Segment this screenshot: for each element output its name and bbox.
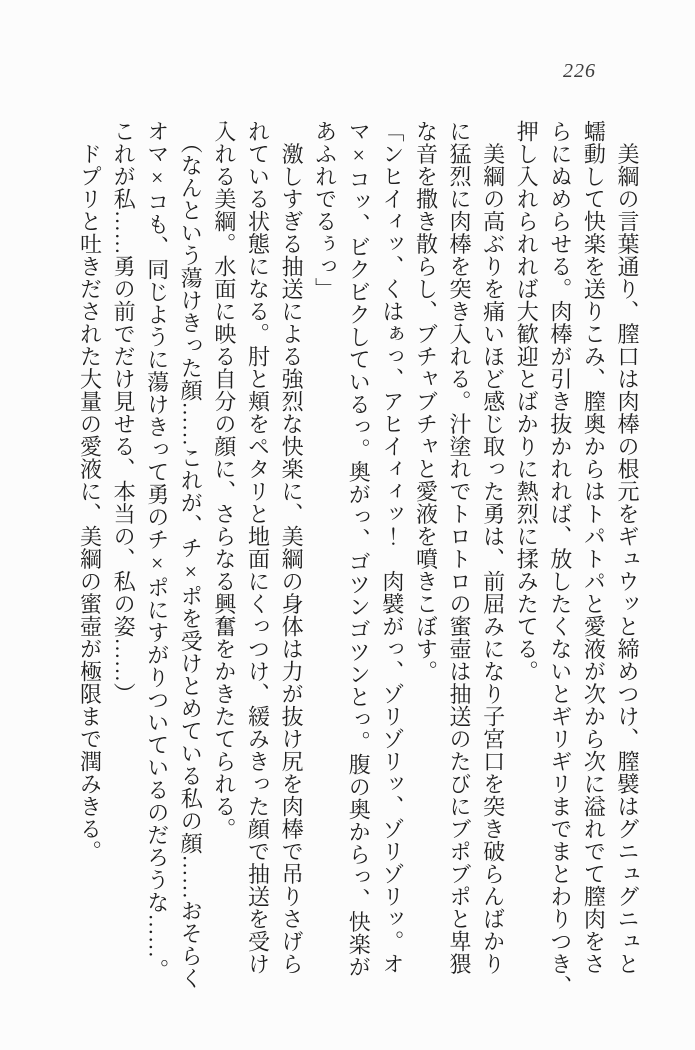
text-line: これが私……勇の前でだけ見せる、本当の、私の姿……） bbox=[111, 120, 137, 705]
text-line: らにぬめらせる。肉棒が引き抜かれれば、放したくないとギリギリまでまとわりつき、 bbox=[547, 120, 573, 998]
text-line: オマ×コも、同じように蕩けきって勇のチ×ポにすがりついているのだろうな……。 bbox=[144, 120, 170, 981]
text-line: あふれでるぅっ」 bbox=[312, 120, 338, 300]
text-line: 激しすぎる抽送による強烈な快楽に、美綱の身体は力が抜け尻を肉棒で吊りさげら bbox=[279, 120, 305, 975]
text-line: 押し入れられれば大歓迎とばかりに熱烈に揉みたてる。 bbox=[514, 120, 540, 683]
text-line: に猛烈に肉棒を突き入れる。汁塗れでトロトロの蜜壺は抽送のたびにブポブポと卑猥 bbox=[447, 120, 473, 975]
text-line: 美綱の言葉通り、膣口は肉棒の根元をギュウッと締めつけ、膣襞はグニュグニュと bbox=[615, 120, 640, 975]
text-line: 美綱の高ぶりを痛いほど感じ取った勇は、前屈みになり子宮口を突き破らんばかり bbox=[480, 120, 506, 975]
text-line: 入れる美綱。水面に映る自分の顔に、さらなる興奮をかきたてられる。 bbox=[211, 120, 237, 840]
page-number: 226 bbox=[563, 60, 596, 82]
text-line: （なんという蕩けきった顔……これが、チ×ポを受けとめている私の顔……おそらく bbox=[178, 120, 204, 990]
text-line: マ×コッ、ビクビクしているっ。奥がっ、ゴツンゴツンとっ。腹の奥からっ、快楽が bbox=[346, 120, 372, 978]
text-line: な音を撒き散らし、ブチャブチャと愛液を噴きこぼす。 bbox=[413, 120, 439, 683]
text-line: 蠕動して快楽を送りこみ、膣奥からはトパトパと愛液が次から次に溢れでて膣肉をさ bbox=[581, 120, 607, 975]
text-line: れている状態になる。肘と頬をペタリと地面にくっつけ、緩みきった顔で抽送を受け bbox=[245, 120, 271, 975]
text-line: 「ンヒイィッ、くはぁっ、アヒイィィッ！ 肉襞がっ、ゾリゾリッ、ゾリゾリッ。オ bbox=[379, 120, 405, 975]
text-line: ドプリと吐きだされた大量の愛液に、美綱の蜜壺が極限まで潤みきる。 bbox=[77, 120, 103, 863]
body-text bbox=[73, 120, 644, 1004]
